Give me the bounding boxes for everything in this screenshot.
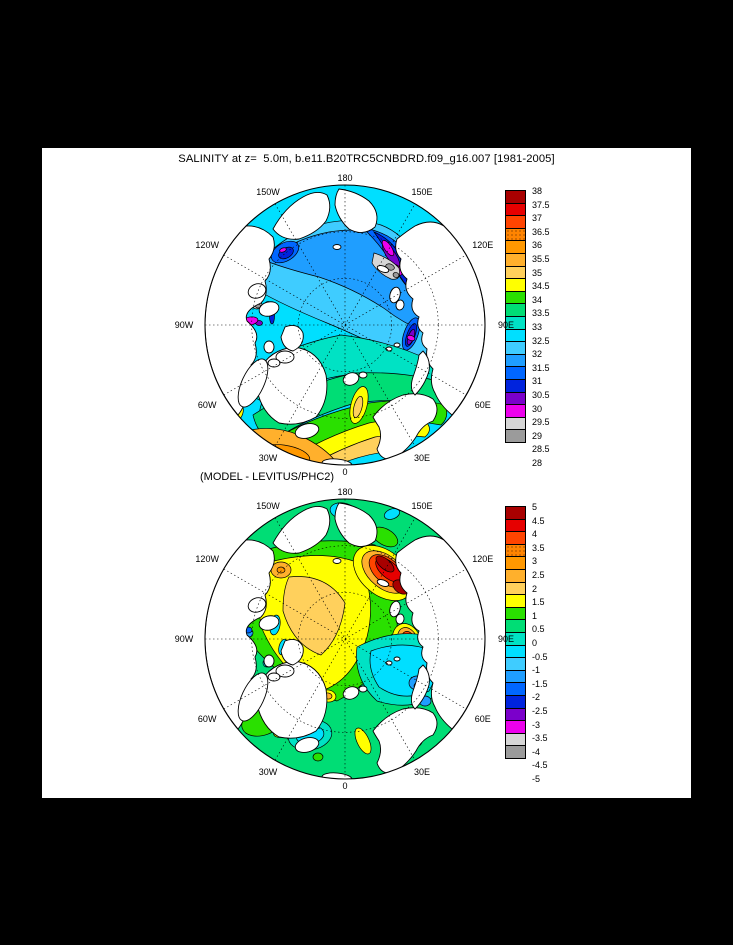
colorbar-segment-spring-green <box>505 619 526 633</box>
colorbar-tick-label: 35.5 <box>532 254 550 264</box>
colorbar-tick-label: -0.5 <box>532 651 548 662</box>
longitude-label-60W: 60W <box>197 713 217 724</box>
salinity-map <box>204 184 486 466</box>
colorbar-segment-dark-blue <box>505 695 526 709</box>
longitude-label-30W: 30W <box>258 767 278 778</box>
colorbar-segment-orange-stippled <box>505 544 526 558</box>
colorbar-tick-label: -3.5 <box>532 733 548 744</box>
colorbar-tick-label: 33.5 <box>532 308 550 319</box>
colorbar-segment-orange <box>505 556 526 570</box>
contour-band-orange <box>277 567 285 573</box>
colorbar-segment-red-orange <box>505 531 526 545</box>
colorbar-segment-orange <box>505 240 526 254</box>
landmass <box>391 498 408 505</box>
colorbar-segment-blue <box>505 366 526 380</box>
colorbar-segment-dark-blue <box>505 379 526 393</box>
longitude-label-90E: 90E <box>497 634 515 644</box>
colorbar-tick-label: 3.5 <box>532 542 545 553</box>
colorbar-segment-light-orange <box>505 253 526 267</box>
colorbar-tick-label: 1 <box>532 610 538 621</box>
colorbar-tick-label: -3 <box>532 719 541 730</box>
colorbar-segment-medium-blue <box>505 354 526 368</box>
colorbar-tick-label: 36 <box>532 240 543 251</box>
colorbar-tick-label: 32 <box>532 349 543 360</box>
longitude-label-30E: 30E <box>413 767 431 778</box>
colorbar-segment-magenta <box>505 404 526 418</box>
colorbar-tick-label: 4 <box>532 529 538 540</box>
longitude-label-90W: 90W <box>174 320 194 330</box>
difference-map <box>204 498 486 780</box>
contour-band-bright-green <box>313 753 323 761</box>
colorbar-segment-cyan <box>505 329 526 343</box>
longitude-label-180: 180 <box>337 173 353 183</box>
longitude-label-60W: 60W <box>197 399 217 410</box>
colorbar-tick-label: 36.5 <box>532 226 550 237</box>
longitude-label-60E: 60E <box>474 713 491 724</box>
colorbar-tick-label: 3 <box>532 556 538 567</box>
colorbar-segment-dark-gray <box>505 745 526 759</box>
colorbar-tick-label: 34 <box>532 294 543 305</box>
colorbar-segment-light-blue <box>505 657 526 671</box>
longitude-label-150W: 150W <box>256 186 280 197</box>
salinity-colorbar-stripe <box>505 190 526 443</box>
colorbar-segment-blue <box>505 682 526 696</box>
colorbar-tick-label: -2 <box>532 692 541 703</box>
colorbar-segment-dark-red <box>505 506 526 520</box>
colorbar-tick-label: 1.5 <box>532 597 545 608</box>
salinity-map-svg <box>204 184 486 466</box>
colorbar-segment-light-blue <box>505 341 526 355</box>
colorbar-tick-label: 38 <box>532 186 543 196</box>
colorbar-tick-label: -2.5 <box>532 706 548 716</box>
figure-title: SALINITY at z= 5.0m, b.e11.B20TRC5CNBDRD.f09_g16.007 [1981-2005] <box>178 153 555 165</box>
colorbar-segment-sandy <box>505 266 526 280</box>
colorbar-segment-red <box>505 203 526 217</box>
colorbar-tick-label: 29.5 <box>532 417 550 428</box>
landmass <box>268 359 280 367</box>
colorbar-tick-label: -4.5 <box>532 760 548 771</box>
colorbar-tick-label: 28 <box>532 458 543 468</box>
colorbar-segment-bright-green <box>505 291 526 305</box>
colorbar-segment-red <box>505 519 526 533</box>
colorbar-segment-yellow <box>505 594 526 608</box>
colorbar-segment-red-orange <box>505 215 526 229</box>
difference-map-svg <box>204 498 486 780</box>
landmass <box>268 673 280 681</box>
landmass <box>391 184 408 191</box>
colorbar-segment-cyan <box>505 645 526 659</box>
salinity-colorbar <box>505 186 550 468</box>
longitude-label-90W: 90W <box>174 634 194 644</box>
colorbar-tick-label: 37.5 <box>532 199 550 210</box>
colorbar-tick-label: -4 <box>532 746 541 757</box>
colorbar-segment-medium-blue <box>505 670 526 684</box>
colorbar-segment-light-gray <box>505 417 526 431</box>
colorbar-segment-spring-green <box>505 303 526 317</box>
colorbar-segment-dark-gray <box>505 429 526 443</box>
colorbar-tick-label: 2.5 <box>532 570 545 580</box>
longitude-label-30E: 30E <box>413 453 431 464</box>
colorbar-tick-label: 33 <box>532 322 543 332</box>
difference-colorbar <box>505 502 548 784</box>
difference-subtitle: (MODEL - LEVITUS/PHC2) <box>200 471 335 483</box>
longitude-label-60E: 60E <box>474 399 491 410</box>
colorbar-segment-light-orange <box>505 569 526 583</box>
colorbar-tick-label: 34.5 <box>532 281 550 292</box>
colorbar-segment-dark-red <box>505 190 526 204</box>
landmass <box>394 343 400 347</box>
landmass <box>359 686 367 692</box>
landmass <box>333 245 341 250</box>
colorbar-tick-label: -5 <box>532 774 541 784</box>
colorbar-segment-magenta <box>505 720 526 734</box>
colorbar-tick-label: 31 <box>532 376 543 387</box>
colorbar-segment-bright-green <box>505 607 526 621</box>
colorbar-tick-label: 30.5 <box>532 390 550 400</box>
longitude-label-30W: 30W <box>258 453 278 464</box>
landmass <box>264 341 274 353</box>
colorbar-segment-purple <box>505 392 526 406</box>
longitude-label-150W: 150W <box>256 500 280 511</box>
longitude-label-120E: 120E <box>472 240 494 251</box>
longitude-label-150E: 150E <box>411 186 433 197</box>
longitude-label-120W: 120W <box>195 554 219 565</box>
longitude-label-90E: 90E <box>497 320 515 330</box>
longitude-label-180: 180 <box>337 487 353 497</box>
colorbar-segment-orange-stippled <box>505 228 526 242</box>
longitude-label-0: 0 <box>342 467 348 477</box>
landmass <box>333 559 341 564</box>
landmass <box>264 655 274 667</box>
colorbar-tick-label: 0 <box>532 638 538 648</box>
colorbar-tick-label: -1 <box>532 665 541 676</box>
colorbar-tick-label: 31.5 <box>532 362 550 373</box>
colorbar-tick-label: 5 <box>532 502 538 512</box>
colorbar-tick-label: 37 <box>532 213 543 224</box>
colorbar-segment-sandy <box>505 582 526 596</box>
colorbar-tick-label: 28.5 <box>532 444 550 455</box>
colorbar-tick-label: 35 <box>532 267 543 278</box>
colorbar-tick-label: 32.5 <box>532 335 550 346</box>
colorbar-segment-yellow <box>505 278 526 292</box>
colorbar-segment-light-gray <box>505 733 526 747</box>
longitude-label-120E: 120E <box>472 554 494 565</box>
longitude-label-150E: 150E <box>411 500 433 511</box>
colorbar-tick-label: 0.5 <box>532 624 545 635</box>
colorbar-tick-label: 29 <box>532 430 543 441</box>
colorbar-tick-label: 4.5 <box>532 515 545 526</box>
landmass <box>359 372 367 378</box>
landmass <box>394 657 400 661</box>
colorbar-tick-label: 30 <box>532 403 543 414</box>
longitude-label-0: 0 <box>342 781 348 791</box>
colorbar-segment-purple <box>505 708 526 722</box>
difference-colorbar-stripe <box>505 506 526 759</box>
longitude-label-120W: 120W <box>195 240 219 251</box>
colorbar-tick-label: 2 <box>532 583 538 594</box>
colorbar-tick-label: -1.5 <box>532 678 548 689</box>
